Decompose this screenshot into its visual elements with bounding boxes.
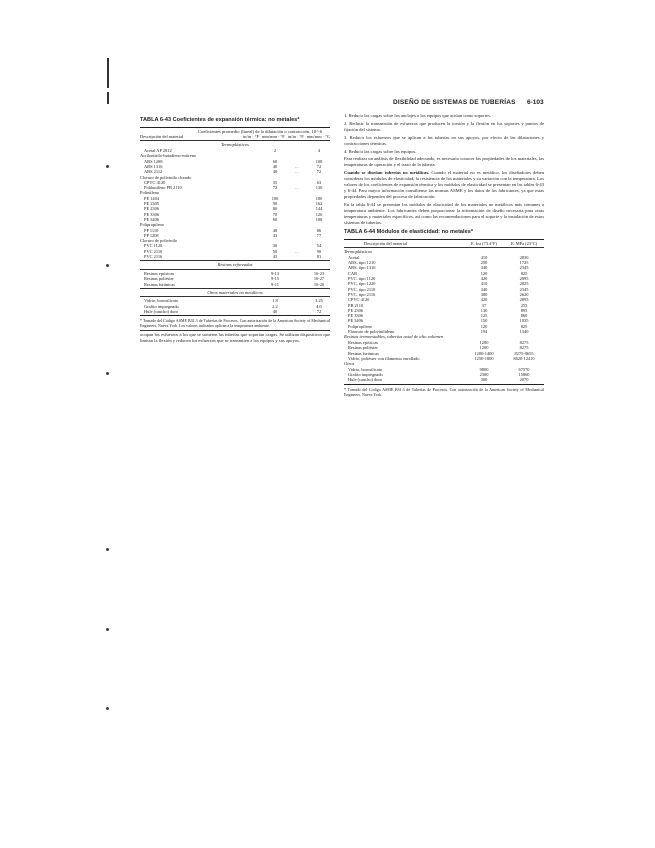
cell-value: 67570 — [518, 366, 530, 372]
row-label: Vidrio, borosilicato — [144, 298, 179, 304]
cell-value: 1250-1800 — [474, 355, 494, 361]
cell-value: 70 — [272, 211, 278, 217]
column-header: Descripción del material — [140, 134, 184, 140]
cell-value: 15860 — [518, 372, 530, 378]
cell-value: 120 — [480, 323, 488, 329]
paragraph-lead: Cuando se diseñan tuberías no metálicas. — [344, 170, 430, 176]
table-rule — [140, 127, 330, 128]
cell-value: 48 — [272, 227, 278, 233]
row-label: PVC, tipo 2110 — [348, 286, 376, 292]
row-label: PP 1110 — [144, 227, 159, 233]
section-heading: Termoplásticos — [344, 249, 372, 255]
cell-value: 63 — [316, 179, 322, 185]
table-rule — [140, 260, 330, 261]
cell-value: 255 — [520, 302, 528, 308]
paragraph-text: Cuando el material no es metálico, los diseñadores deben considerar los módulos de elasticidad, la resistencia de los materiales y su variación con la temperatura. Los valores de los coeficientes de expansión térmica y los módulos de elasticidad se presentan en las tablas 6-43 y 6-44. Para mayor información consúltense las normas ASME y los datos de los fabricantes, ya que estas propiedades dependen del proceso de fabricación. — [344, 170, 544, 199]
table-6-44-caption: TABLA 6-44 Módulos de elasticidad: no metales* — [344, 229, 473, 236]
table-row — [140, 282, 330, 287]
row-label: Resinas furánicas — [144, 281, 175, 287]
table-rule — [140, 315, 330, 316]
cell-value: 410 — [480, 281, 488, 287]
cell-value: 340 — [480, 265, 488, 271]
cell-value: 1340 — [519, 329, 529, 335]
cell-value: 30 — [272, 243, 278, 249]
row-label: PB 2110 — [348, 302, 364, 308]
cell-value: 1035 — [519, 318, 529, 324]
margin-dot — [106, 372, 109, 375]
cell-value: 108 — [315, 158, 323, 164]
row-label: Resinas poliéster — [348, 345, 378, 351]
table-6-43-body-1 — [140, 148, 330, 259]
numbered-list — [344, 113, 544, 154]
cell-value: 420 — [480, 297, 488, 303]
row-label: Polipropileno — [348, 323, 372, 329]
cell-value: 125 — [480, 313, 488, 319]
cell-value: 90 — [316, 248, 322, 254]
table-rule — [344, 247, 544, 248]
cell-value: … — [294, 185, 300, 191]
cell-value: 16-23 — [313, 270, 325, 276]
row-label: Fluoruro de polivinilideno — [348, 329, 395, 335]
row-label: Cloruro de polivinilo — [140, 238, 178, 244]
row-label: CAB — [348, 270, 358, 276]
cell-value: 410 — [480, 254, 488, 260]
cell-value: 2895 — [519, 276, 529, 282]
margin-dot — [106, 707, 109, 710]
page-number: 6-103 — [527, 99, 544, 106]
cell-value: 60 — [272, 158, 278, 164]
cell-value: 380 — [480, 291, 488, 297]
cell-value: 9-13 — [270, 270, 280, 276]
cell-value: 37 — [481, 302, 487, 308]
cell-value: 895 — [520, 307, 528, 313]
cell-value: 40 — [272, 163, 278, 169]
margin-mark — [107, 58, 109, 88]
cell-value: 2345 — [519, 286, 529, 292]
table-rule — [140, 140, 330, 141]
row-label: PVC, tipo 1120 — [348, 276, 376, 282]
row-label: ABS 1208 — [144, 158, 163, 164]
cell-value: 72 — [272, 185, 278, 191]
column-header: mm/mm · °F — [262, 134, 285, 140]
cell-value: 9-11 — [271, 281, 279, 287]
row-label: PP 1208 — [144, 232, 159, 238]
cell-value: 60 — [272, 216, 278, 222]
row-label: Resinas epóxicas — [144, 270, 175, 276]
cell-value: 86 — [316, 227, 322, 233]
section-heading: Resinas termoestables, tuberías axial de alto volumen — [344, 334, 444, 340]
section-heading: Otros — [344, 361, 355, 367]
table-rule — [344, 239, 544, 240]
table-6-43-body-3 — [140, 298, 330, 314]
table-6-44-body-2 — [344, 340, 544, 361]
row-label: Resinas poliéster — [144, 276, 174, 282]
section-heading: Termoplásticos — [221, 142, 249, 148]
body-paragraph: En la tabla 6-44 se presentan los módulos de elasticidad de los materiales no metálicos más comunes a temperatura ambiente. Los fabricantes deben proporcionar la información de diseño necesaria para otras temperaturas y materiales específicos, así como las recomendaciones para el soporte y la instalación de estos sistemas de tuberías. — [344, 201, 544, 225]
row-label: CPVC 4120 — [348, 297, 370, 303]
row-label: Acetal — [348, 254, 360, 260]
row-label: Grafito impregnado — [348, 372, 383, 378]
cell-value: 162 — [315, 201, 323, 207]
table-6-43-header — [140, 134, 330, 139]
cell-value: 100 — [271, 195, 279, 201]
row-label: PE 3306 — [348, 313, 364, 319]
cell-value: 4.0 — [316, 303, 322, 309]
cell-value: 2620 — [519, 291, 529, 297]
column-header: in/in · °F — [243, 134, 259, 140]
column-header: in/in · °F — [287, 134, 304, 140]
cell-value: 2895 — [519, 297, 529, 303]
cell-value: 4 — [317, 148, 321, 154]
table-6-44-body-1 — [344, 255, 544, 334]
cell-value: 45 — [272, 254, 278, 260]
cell-value: 2825 — [519, 281, 529, 287]
cell-value: 43 — [272, 232, 278, 238]
column-header: E, ksi (73.4°F) — [471, 241, 497, 246]
cell-value: 250 — [480, 260, 488, 266]
cell-value: 72 — [316, 163, 322, 169]
cell-value — [286, 254, 308, 259]
cell-value: 126 — [315, 211, 323, 217]
row-label: Polibutileno PB 2110 — [144, 185, 182, 191]
row-label: Vidrio, poliéster con filamento enrollado — [348, 355, 420, 361]
cell-value: 180 — [315, 195, 323, 201]
cell-value: 144 — [315, 206, 323, 212]
cell-value: 35 — [272, 179, 278, 185]
margin-dot — [106, 264, 109, 267]
cell-value: 9800 — [479, 366, 489, 372]
cell-value: 1.8 — [272, 298, 278, 304]
table-colgroup-heading: Coeficientes promedio (lineal) de la dilatación o contracción, 10^-6 — [197, 128, 323, 134]
column-header: E, MPa (23°C) — [510, 241, 538, 246]
list-item: 4. Reducir las cargas sobre los equipos. — [344, 148, 417, 154]
row-label: PE 1404 — [144, 195, 160, 201]
cell-value: 40 — [272, 308, 278, 314]
margin-dot — [106, 165, 109, 168]
row-label: Acrilonitrilo-butadieno-estireno — [140, 153, 197, 159]
row-label: Hule (caucho) duro — [144, 308, 179, 314]
column-header: mm/mm · °C — [306, 134, 330, 140]
cell-value: 108 — [315, 216, 323, 222]
list-item: 2. Reducir la transmisión de esfuerzos que producen la torsión y la flexión en los soportes y puntos de fijación del sistema. — [344, 120, 544, 132]
cell-value: 2345 — [519, 265, 529, 271]
section-heading: Resinas reforzadas — [217, 262, 253, 268]
cell-value: 81 — [316, 254, 322, 260]
row-label: CPVC 4120 — [144, 179, 166, 185]
cell-value: 825 — [520, 323, 528, 329]
cell-value: 8275-9655 — [514, 350, 534, 356]
margin-dot — [106, 548, 109, 551]
row-label: Grafito impregnado — [144, 303, 179, 309]
row-label: Polietileno — [140, 190, 160, 196]
right-column — [344, 113, 544, 399]
row-label: PE 3306 — [144, 211, 160, 217]
cell-value: 2300 — [479, 372, 489, 378]
cell-value: 77 — [316, 232, 322, 238]
cell-value: 340 — [480, 286, 488, 292]
cell-value: 3.25 — [315, 298, 323, 304]
row-label: ABS, tipo 1316 — [348, 265, 376, 271]
cell-value: 8620-12410 — [513, 355, 535, 361]
cell-value: … — [294, 169, 300, 175]
cell-value: 1725 — [519, 260, 529, 266]
row-label: Cloruro de polivinilo clorado — [140, 174, 192, 180]
section-heading: Otros materiales no metálicos — [207, 289, 263, 295]
table-row — [140, 254, 330, 259]
cell-value: 1200 — [479, 345, 489, 351]
list-item: 1. Reducir las cargas sobre los anclajes o los equipos que actúan como soportes. — [344, 113, 492, 118]
row-label: Vidrio, borosilicato — [348, 366, 383, 372]
table-rule — [140, 330, 330, 331]
table-row — [140, 309, 330, 314]
running-title: DISEÑO DE SISTEMAS DE TUBERÍAS — [393, 99, 516, 106]
column-header: Descripción del material — [364, 241, 408, 246]
table-footnote: * Tomado del Código ASME B31.3 de Tuberías de Procesos. Con autorización de la American Society of Mechanical Engineers, Nueva York. Los valores indicados aplican a la temperatura ambiente. — [140, 318, 330, 329]
row-label: PVC 2116 — [144, 254, 163, 260]
cell-value: … — [294, 163, 300, 169]
cell-value: 8275 — [519, 339, 529, 345]
cell-value: 9-15 — [270, 276, 280, 282]
cell-value: 860 — [520, 313, 528, 319]
body-paragraph — [344, 170, 544, 200]
row-label: ABS, tipo 1210 — [348, 260, 376, 266]
cell-value: 194 — [480, 329, 488, 335]
row-label: PVC, tipo 1220 — [348, 281, 376, 287]
table-row — [344, 377, 544, 382]
row-label: ABS 1316 — [144, 163, 163, 169]
cell-value: 16-20 — [313, 281, 325, 287]
cell-value: 2830 — [519, 254, 529, 260]
cell-value — [286, 282, 308, 287]
table-rule — [344, 384, 544, 385]
table-6-44-body-3 — [344, 367, 544, 383]
cell-value: 825 — [520, 270, 528, 276]
body-paragraph: Para realizar un análisis de flexibilidad adecuado, es necesario conocer las propiedades de los materiales, las temperaturas de operación y el trazo de la tubería. — [344, 156, 544, 168]
row-label: ABS 2112 — [144, 169, 163, 175]
body-paragraph: ocupan los esfuerzos a los que se someten las tuberías que soportan cargas. Se utilizan dispositivos que limitan la flexión y reducen los esfuerzos que se transmiten a los equipos y sus apoyos. — [140, 332, 330, 344]
table-6-44-header — [344, 241, 544, 246]
list-item: 3. Reducir los esfuerzos que se aplican a las tuberías en sus apoyos, por efecto de las dilataciones y contracciones térmicas. — [344, 134, 544, 146]
row-label: PE 3406 — [144, 216, 160, 222]
cell-value: 2070 — [519, 377, 529, 383]
cell-value: … — [294, 248, 300, 254]
cell-value: 150 — [480, 318, 488, 324]
row-label: Resinas furánicas — [348, 350, 379, 356]
cell-value: 8275 — [519, 345, 529, 351]
cell-value — [286, 309, 308, 314]
cell-value: 72 — [316, 308, 322, 314]
table-footnote: * Tomado del Código ASME B31.3 de Tuberías de Procesos. Con autorización de la American Society of Mechanical Engineers, Nueva York. — [344, 386, 544, 397]
cell-value: 72 — [316, 169, 322, 175]
cell-value: 54 — [316, 243, 322, 249]
left-column — [140, 117, 330, 346]
cell-value: 2.2 — [272, 303, 278, 309]
row-label: PE 3406 — [348, 318, 364, 324]
table-6-43-body-2 — [140, 271, 330, 287]
cell-value: 130 — [315, 185, 323, 191]
cell-value: 120 — [480, 270, 488, 276]
row-label: Hule (caucho) duro — [348, 377, 383, 383]
cell-value: 420 — [480, 276, 488, 282]
cell-value: 50 — [272, 248, 278, 254]
row-label: PE 2306 — [348, 307, 364, 313]
table-rule — [140, 296, 330, 297]
cell-value: 90 — [272, 201, 278, 207]
cell-value: 1200 — [479, 339, 489, 345]
row-label: PVC 1120 — [144, 243, 163, 249]
row-label: Polipropileno — [140, 222, 164, 228]
cell-value: 130 — [480, 307, 488, 313]
margin-mark — [107, 92, 109, 104]
row-label: PE 2305 — [144, 201, 160, 207]
table-rule — [140, 288, 330, 289]
cell-value: 300 — [480, 377, 488, 383]
row-label: PVC, tipo 2116 — [348, 291, 376, 297]
cell-value: 16-27 — [313, 276, 325, 282]
row-label: PVC 2110 — [144, 248, 163, 254]
cell-value: 80 — [272, 206, 278, 212]
row-label: Acetal AP 2012 — [144, 148, 172, 154]
table-rule — [140, 269, 330, 270]
cell-value: 2 — [273, 148, 277, 154]
table-6-43-caption: TABLA 6-43 Coeficientes de expansión térmica: no metales* — [140, 117, 300, 123]
cell-value: 1200-1400 — [474, 350, 494, 356]
row-label: PE 2306 — [144, 206, 160, 212]
cell-value: 40 — [272, 169, 278, 175]
margin-dot — [106, 628, 109, 631]
row-label: Resinas epóxicas — [348, 339, 379, 345]
